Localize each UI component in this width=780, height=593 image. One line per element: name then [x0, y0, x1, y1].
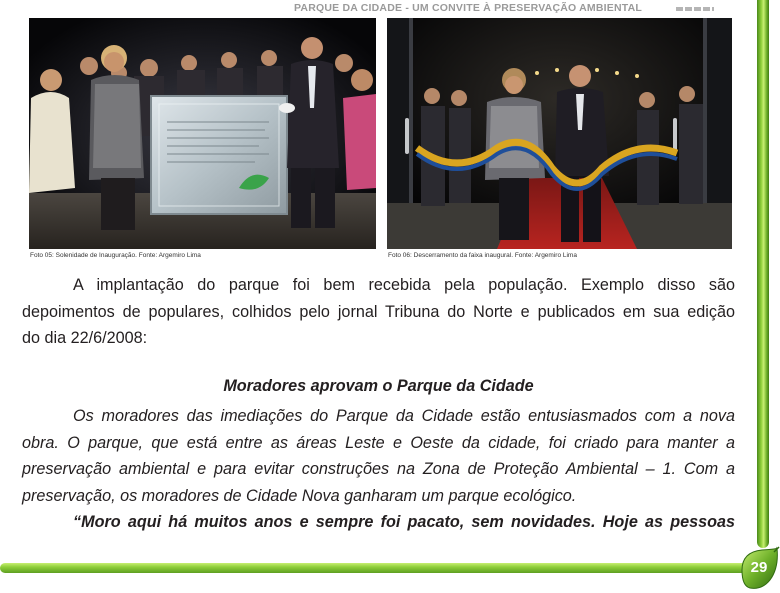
page-number: 29 — [750, 559, 768, 576]
intro-line: depoimentos de populares, colhidos pelo jornal Tribuna do Norte e publicados em sua edição — [22, 302, 735, 321]
intro-line: do dia 22/6/2008: — [22, 329, 148, 348]
header-dashes — [676, 7, 714, 11]
quote-line: obra. O parque, que está entre as áreas Leste e Oeste da cidade, foi criado para manter a — [22, 433, 735, 452]
bottom-decorative-bar — [0, 563, 748, 573]
photo-caption: Foto 06: Descerramento da faixa inaugural. Fonte: Argemiro Lima — [388, 252, 577, 259]
running-header: PARQUE DA CIDADE - UM CONVITE À PRESERVAÇÃO AMBIENTAL — [294, 2, 642, 14]
right-decorative-bar — [757, 0, 769, 548]
photo-ribbon-cutting — [387, 18, 732, 249]
quote-title: Moradores aprovam o Parque da Cidade — [223, 377, 534, 395]
photo-caption: Foto 05: Solenidade de Inauguração. Fonte: Argemiro Lima — [30, 252, 201, 259]
bold-quote-line: “Moro aqui há muitos anos e sempre foi pacato, sem novidades. Hoje as pessoas — [73, 513, 735, 532]
intro-line: A implantação do parque foi bem recebida pela população. Exemplo disso são — [73, 276, 735, 294]
quote-line: preservação ambiental e para evitar construções na Zona de Proteção Ambiental – 1. Com a — [22, 460, 735, 479]
photo-inauguration-ceremony — [29, 18, 376, 249]
quote-line: Os moradores das imediações do Parque da Cidade estão entusiasmados com a nova — [73, 407, 735, 425]
quote-line: preservação, os moradores de Cidade Nova ganharam um parque ecológico. — [22, 486, 577, 505]
